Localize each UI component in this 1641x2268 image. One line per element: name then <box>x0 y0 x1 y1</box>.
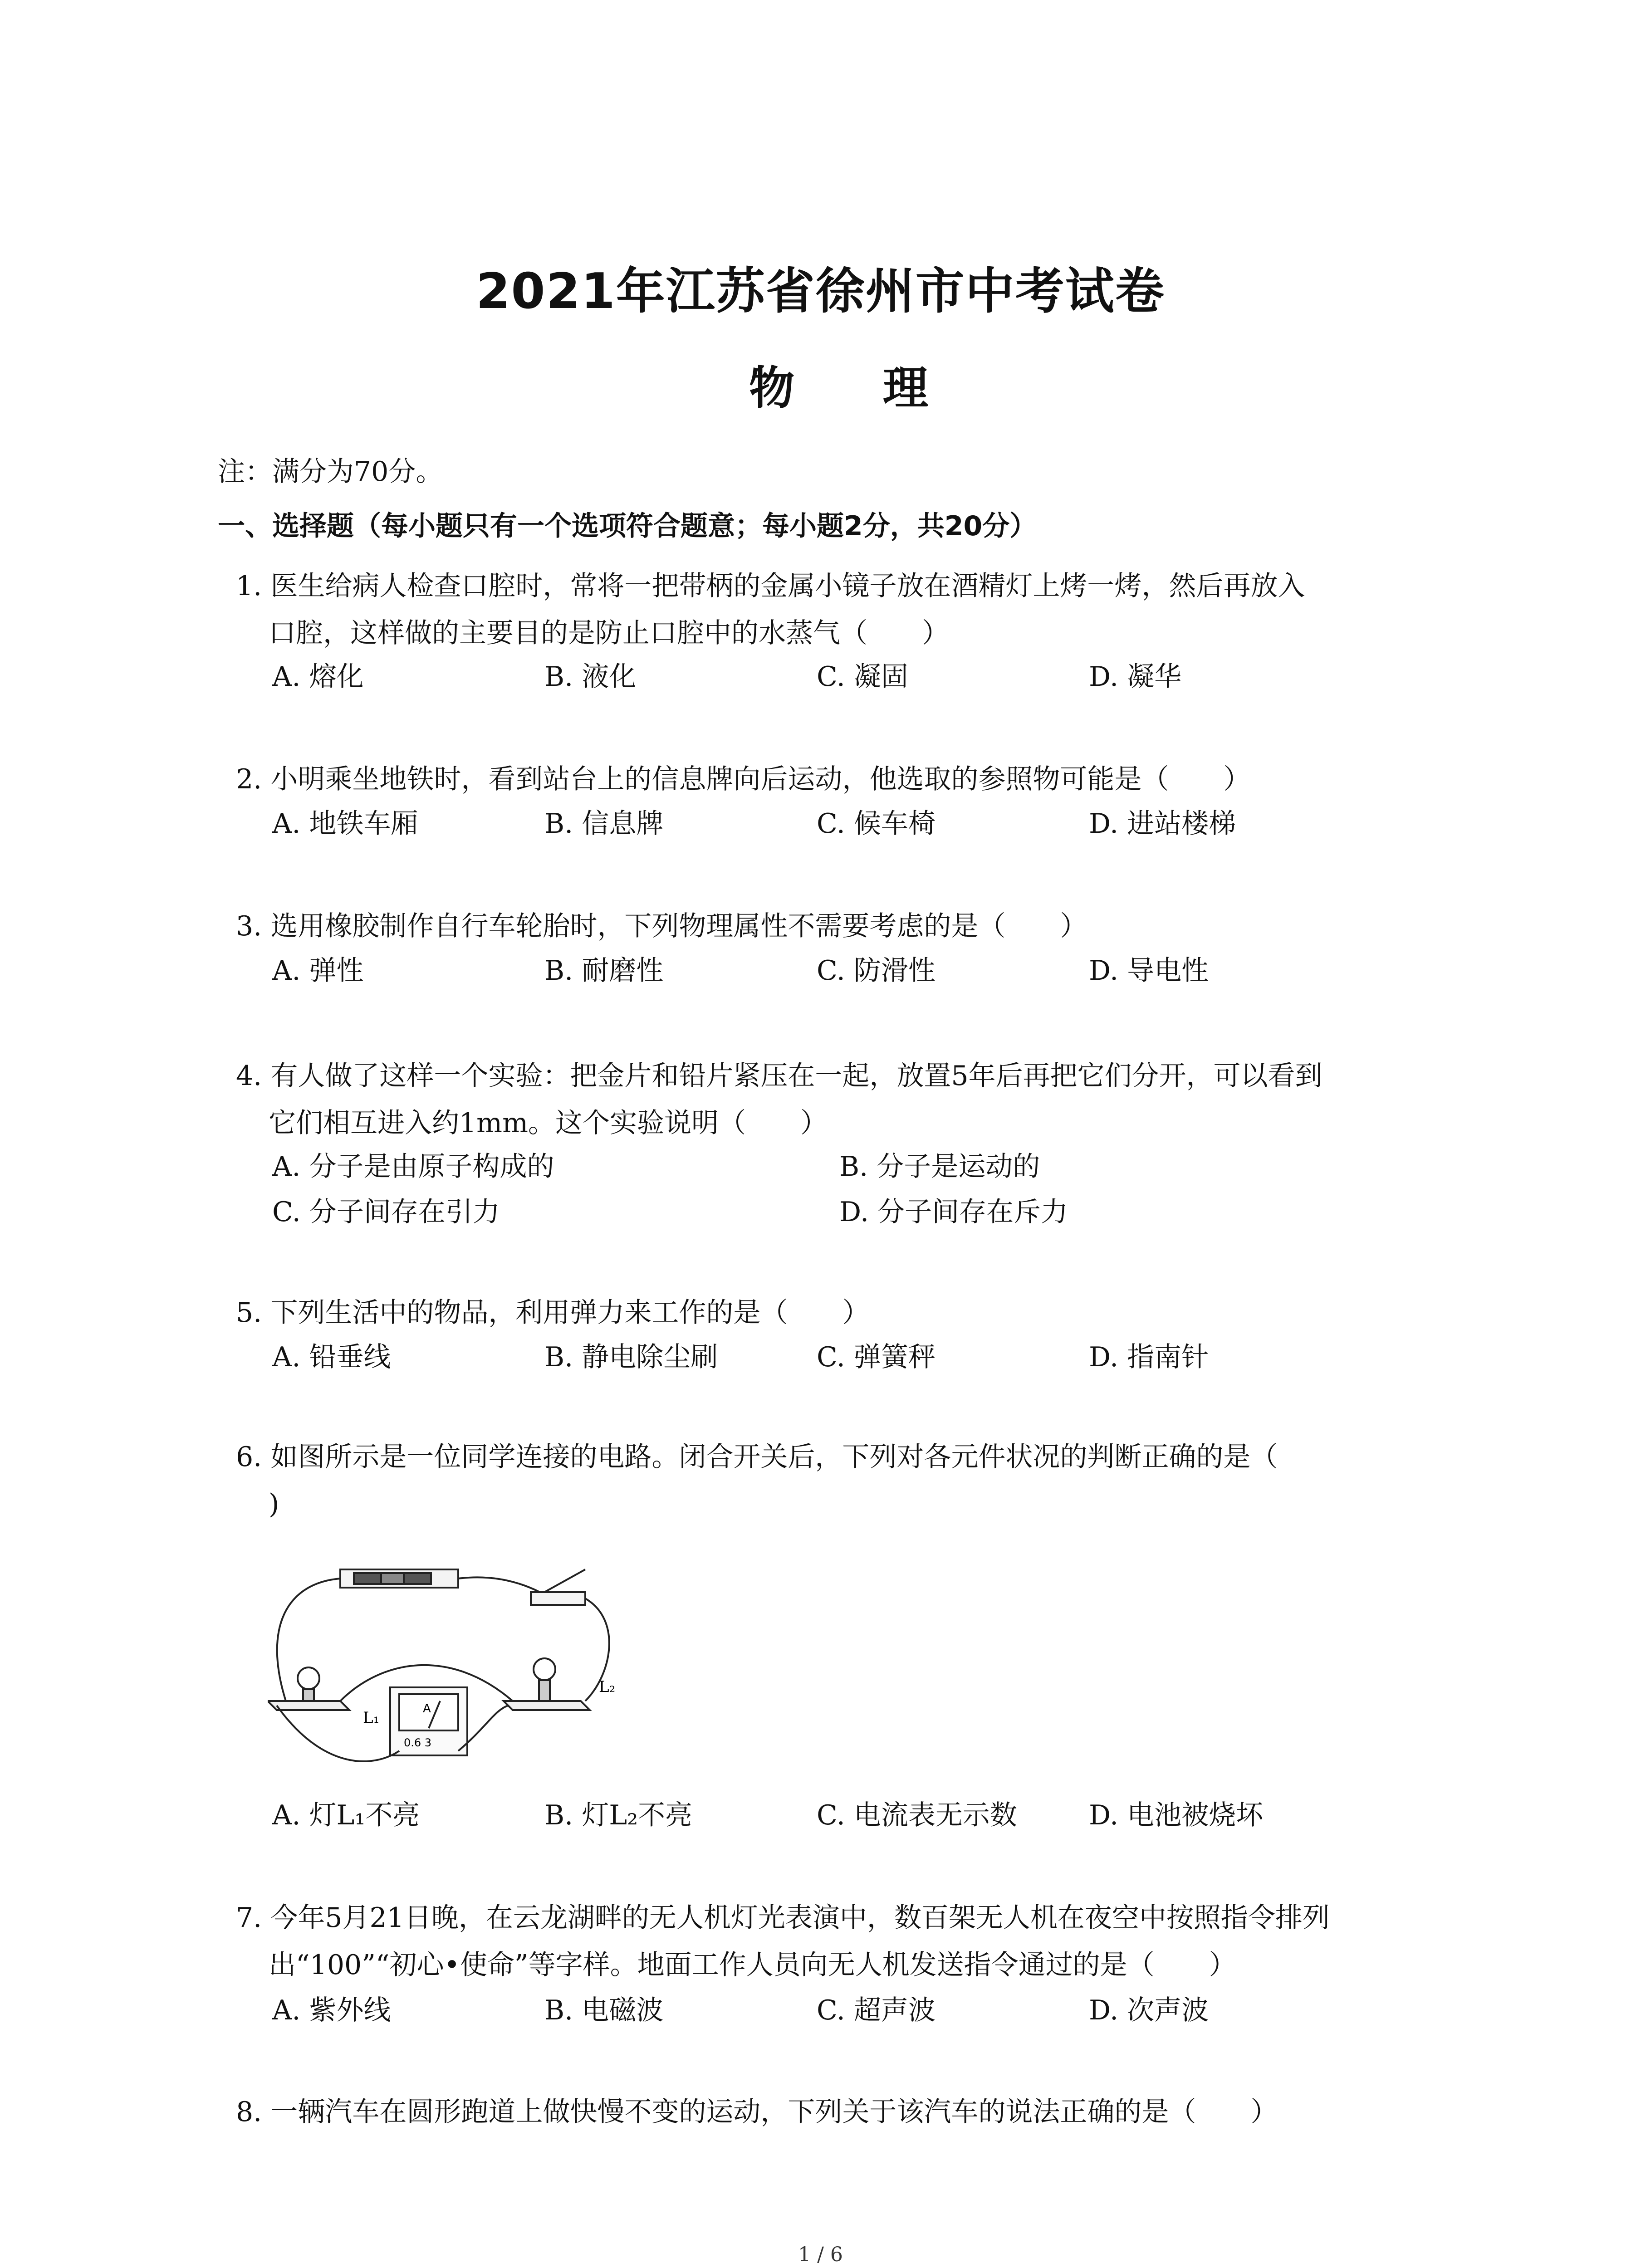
question-3 <box>236 903 1087 950</box>
option-b[interactable]: B. 电磁波 <box>544 1994 664 2026</box>
question-text: 3. 选用橡胶制作自行车轮胎时，下列物理属性不需要考虑的是（ ） <box>236 910 1087 942</box>
question-text-cont: 口腔，这样做的主要目的是防止口腔中的水蒸气（ ） <box>269 617 949 649</box>
option-c[interactable]: C. 防滑性 <box>817 955 936 987</box>
option-d[interactable]: D. 分子间存在斥力 <box>839 1196 1068 1228</box>
option-d[interactable]: D. 进站楼梯 <box>1089 808 1236 840</box>
option-c[interactable]: C. 凝固 <box>817 661 908 693</box>
question-2 <box>236 756 1250 803</box>
wire <box>458 1577 540 1592</box>
ammeter-scale: 0.6 3 <box>404 1736 432 1749</box>
lamp-l1-label: L₁ <box>363 1709 380 1727</box>
lamp-l1-socket <box>303 1689 314 1701</box>
option-c[interactable]: C. 分子间存在引力 <box>272 1196 500 1228</box>
option-c[interactable]: C. 候车椅 <box>817 808 936 840</box>
question-8 <box>236 2088 1278 2136</box>
option-d[interactable]: D. 导电性 <box>1089 955 1209 987</box>
question-5 <box>236 1289 869 1336</box>
option-d[interactable]: D. 次声波 <box>1089 1994 1209 2026</box>
option-a[interactable]: A. 弹性 <box>272 955 364 987</box>
question-text: 5. 下列生活中的物品，利用弹力来工作的是（ ） <box>236 1297 870 1329</box>
option-a[interactable]: A. 灯L₁不亮 <box>272 1799 420 1831</box>
section-heading: 一、选择题（每小题只有一个选项符合题意；每小题2分，共20分） <box>218 510 1037 542</box>
option-a[interactable]: A. 分子是由原子构成的 <box>272 1151 554 1183</box>
option-a[interactable]: A. 铅垂线 <box>272 1341 391 1373</box>
circuit-figure <box>268 1556 644 1792</box>
question-text: 2. 小明乘坐地铁时，看到站台上的信息牌向后运动，他选取的参照物可能是（ ） <box>236 763 1251 795</box>
question-6 <box>236 1433 1278 1528</box>
option-b[interactable]: B. 分子是运动的 <box>839 1151 1040 1183</box>
exam-title: 2021年江苏省徐州市中考试卷 <box>476 263 1165 320</box>
switch-base <box>531 1592 585 1605</box>
page-number: 1 / 6 <box>798 2243 843 2266</box>
option-b[interactable]: B. 液化 <box>544 661 637 693</box>
option-c[interactable]: C. 电流表无示数 <box>817 1799 1017 1831</box>
option-c[interactable]: C. 弹簧秤 <box>817 1341 936 1373</box>
question-4 <box>236 1052 1323 1147</box>
battery-cell <box>381 1573 404 1584</box>
lamp-l2-socket <box>539 1680 550 1701</box>
question-text: 6. 如图所示是一位同学连接的电路。闭合开关后，下列对各元件状况的判断正确的是（ <box>236 1441 1278 1473</box>
lamp-l1-bulb <box>298 1667 319 1689</box>
score-note: 注：满分为70分。 <box>218 456 443 488</box>
question-7 <box>236 1894 1330 1989</box>
option-b[interactable]: B. 静电除尘刷 <box>544 1341 718 1373</box>
question-text-cont: ) <box>269 1488 279 1520</box>
option-b[interactable]: B. 耐磨性 <box>544 955 664 987</box>
question-1 <box>236 562 1305 657</box>
lamp-l2-bulb <box>534 1658 555 1680</box>
option-b[interactable]: B. 灯L₂不亮 <box>544 1799 693 1831</box>
battery-cell <box>354 1573 381 1584</box>
ammeter-label: A <box>423 1702 431 1716</box>
option-b[interactable]: B. 信息牌 <box>544 808 664 840</box>
option-d[interactable]: D. 凝华 <box>1089 661 1182 693</box>
question-text-cont: 出“100”“初心•使命”等字样。地面工作人员向无人机发送指令通过的是（ ） <box>269 1949 1236 1981</box>
option-d[interactable]: D. 指南针 <box>1089 1341 1209 1373</box>
battery-cell <box>404 1573 431 1584</box>
question-text: 7. 今年5月21日晚，在云龙湖畔的无人机灯光表演中，数百架无人机在夜空中按照指令排列 <box>236 1902 1330 1934</box>
option-d[interactable]: D. 电池被烧坏 <box>1089 1799 1264 1831</box>
option-a[interactable]: A. 熔化 <box>272 661 364 693</box>
question-text: 1. 医生给病人检查口腔时，常将一把带柄的金属小镜子放在酒精灯上烤一烤，然后再放入 <box>236 570 1305 602</box>
lamp-l2-base <box>504 1701 590 1710</box>
question-text: 4. 有人做了这样一个实验：把金片和铅片紧压在一起，放置5年后再把它们分开，可以看到 <box>236 1060 1323 1092</box>
subject-title: 物 理 <box>749 362 965 415</box>
wire <box>277 1706 399 1761</box>
option-a[interactable]: A. 地铁车厢 <box>272 808 418 840</box>
question-text-cont: 它们相互进入约1mm。这个实验说明（ ） <box>269 1107 828 1139</box>
option-a[interactable]: A. 紫外线 <box>272 1994 391 2026</box>
question-text: 8. 一辆汽车在圆形跑道上做快慢不变的运动，下列关于该汽车的说法正确的是（ ） <box>236 2096 1278 2128</box>
switch-lever <box>544 1569 585 1592</box>
lamp-l2-label: L₂ <box>599 1678 616 1696</box>
option-c[interactable]: C. 超声波 <box>817 1994 936 2026</box>
